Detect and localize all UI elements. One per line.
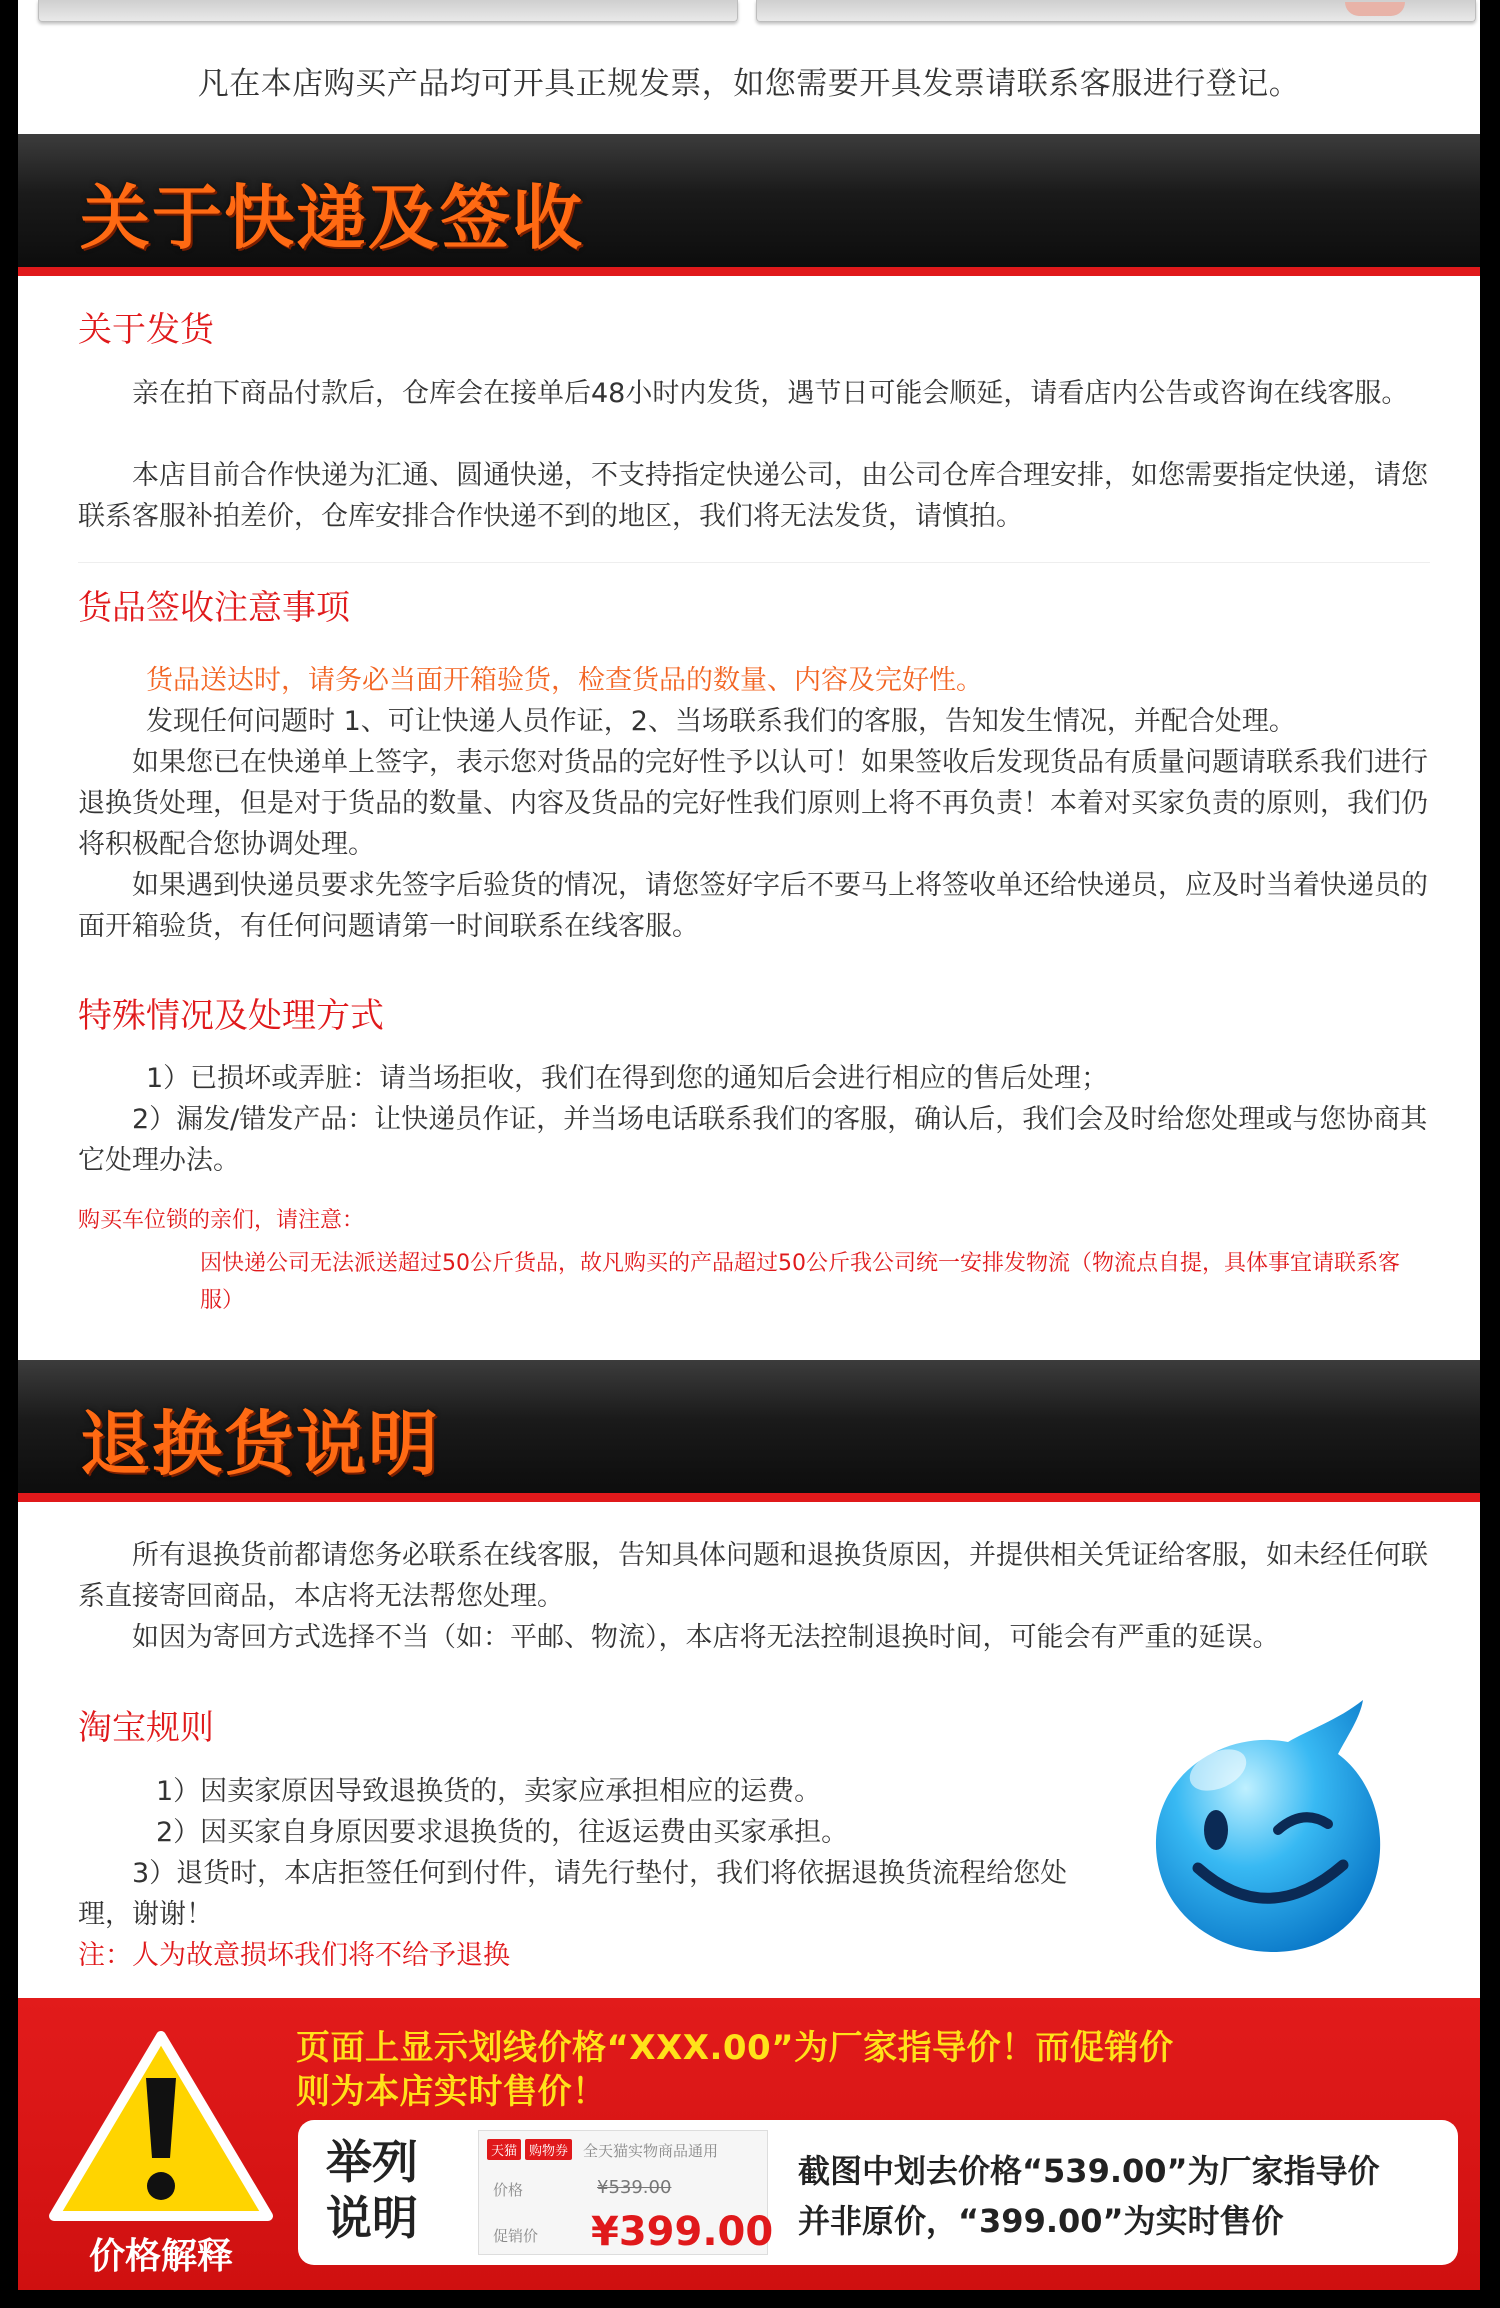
warning-triangle-icon <box>46 2028 276 2228</box>
lock-note-body: 因快递公司无法派送超过50公斤货品，故凡购买的产品超过50公斤我公司统一安排发物流（物流点自提，具体事宜请联系客服） <box>200 1251 1400 1313</box>
receipt-heading: 货品签收注意事项 <box>78 588 350 628</box>
special-heading: 特殊情况及处理方式 <box>78 996 384 1036</box>
shipping-paragraph: 本店目前合作快递为汇通、圆通快递，不支持指定快递公司，由公司仓库合理安排，如您需要指定快递，请您联系客服补拍差价，仓库安排合作快递不到的地区，我们将无法发货，请慎拍。 <box>78 460 1428 532</box>
warning-label: 价格解释 <box>88 2236 233 2277</box>
promo-price: ¥399.00 <box>591 2209 774 2255</box>
price-screenshot-example <box>478 2130 774 2255</box>
product-photo-thumb <box>38 0 738 22</box>
divider <box>78 562 1430 563</box>
coupon-tag: 购物券 <box>525 2139 572 2160</box>
example-box <box>298 2120 1458 2265</box>
product-photo-thumb <box>756 0 1476 22</box>
winking-smiley-icon <box>1138 1690 1398 1960</box>
example-description: 截图中划去价格“539.00”为厂家指导价 <box>798 2152 1380 2190</box>
shipping-paragraph: 亲在拍下商品付款后，仓库会在接单后48小时内发货，遇节日可能会顺延，请看店内公告或咨询在线客服。 <box>132 378 1409 409</box>
strikethrough-price: ¥539.00 <box>597 2177 672 2198</box>
top-image-strip <box>18 0 1480 26</box>
example-title: 举列说明 <box>326 2135 418 2245</box>
receipt-highlight: 货品送达时，请务必当面开箱验货，检查货品的数量、内容及完好性。 <box>146 665 983 696</box>
special-item: 1）已损坏或弄脏：请当场拒收，我们在得到您的通知后会进行相应的售后处理； <box>146 1063 1109 1094</box>
returns-paragraph: 所有退换货前都请您务必联系在线客服，告知具体问题和退换货原因，并提供相关凭证给客服，如未经任何联系直接寄回商品，本店将无法帮您处理。 <box>78 1540 1428 1612</box>
returns-paragraph: 如因为寄回方式选择不当（如：平邮、物流），本店将无法控制退换时间，可能会有严重的延误。 <box>132 1622 1280 1653</box>
warning-badge <box>46 2028 276 2278</box>
price-label: 价格 <box>493 2181 524 2199</box>
lock-note-title: 购买车位锁的亲们，请注意： <box>78 1208 365 1233</box>
banner-text: 则为本店实时售价！ <box>296 2072 607 2112</box>
receipt-paragraph: 发现任何问题时 1、可让快递人员作证，2、当场联系我们的客服，告知发生情况，并配合处理。 <box>146 706 1296 737</box>
rules-item: 2）因买家自身原因要求退换货的，往返运费由买家承担。 <box>156 1817 849 1848</box>
receipt-paragraph: 如果您已在快递单上签字，表示您对货品的完好性予以认可！如果签收后发现货品有质量问题请联系我们进行退换货处理，但是对于货品的数量、内容及货品的完好性我们原则上将不再负责！本着对买家负责的原则，我们仍将积极配合您协调处理。 <box>78 747 1428 860</box>
section-header-returns <box>18 1360 1480 1502</box>
rules-item: 3）退货时，本店拒签任何到付件，请先行垫付，我们将依据退换货流程给您处理，谢谢！ <box>78 1858 1068 1930</box>
coupon-text: 全天猫实物商品通用 <box>583 2142 719 2160</box>
section-header-shipping <box>18 134 1480 276</box>
page-frame <box>18 0 1480 2290</box>
tmall-tag: 天猫 <box>487 2139 521 2160</box>
rules-item: 1）因卖家原因导致退换货的，卖家应承担相应的运费。 <box>156 1776 822 1807</box>
invoice-note: 凡在本店购买产品均可开具正规发票，如您需要开具发票请联系客服进行登记。 <box>197 66 1301 102</box>
section-title: 关于快递及签收 <box>80 177 584 259</box>
rules-note: 注：人为故意损坏我们将不给予退换 <box>78 1940 510 1971</box>
price-explanation-banner <box>18 1998 1480 2290</box>
taobao-rules-heading: 淘宝规则 <box>78 1708 214 1748</box>
special-item: 2）漏发/错发产品：让快递员作证，并当场电话联系我们的客服，确认后，我们会及时给您处理或与您协商其它处理办法。 <box>78 1104 1428 1176</box>
banner-text: 页面上显示划线价格“XXX.00”为厂家指导价！而促销价 <box>296 2028 1174 2068</box>
promo-label: 促销价 <box>493 2227 539 2245</box>
example-description: 并非原价，“399.00”为实时售价 <box>798 2202 1284 2240</box>
receipt-paragraph: 如果遇到快递员要求先签字后验货的情况，请您签好字后不要马上将签收单还给快递员，应及时当着快递员的面开箱验货，有任何问题请第一时间联系在线客服。 <box>78 870 1428 942</box>
shipping-heading: 关于发货 <box>78 310 214 350</box>
section-title: 退换货说明 <box>80 1403 440 1485</box>
